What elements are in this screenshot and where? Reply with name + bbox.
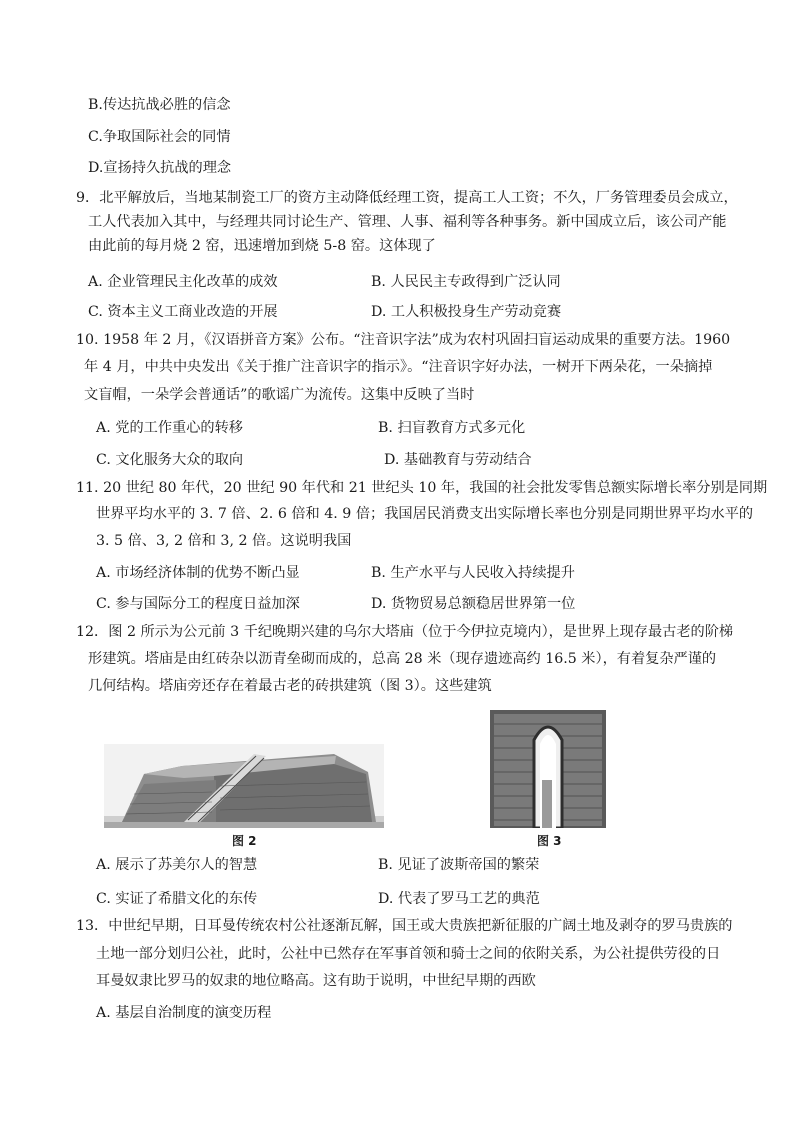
q11-option-c: C. 参与国际分工的程度日益加深	[96, 596, 300, 612]
q10-option-a: A. 党的工作重心的转移	[96, 420, 243, 436]
q9-option-c: C. 资本主义工商业改造的开展	[88, 304, 278, 320]
q11-stem-line3: 3. 5 倍、3, 2 倍和 3, 2 倍。这说明我国	[96, 533, 352, 549]
q13-stem-line2: 土地一部分划归公社，此时，公社中已然存在军事首领和骑士之间的依附关系，为公社提供劳役的日	[96, 946, 721, 962]
q10-option-d: D. 基础教育与劳动结合	[384, 452, 532, 468]
q8-option-b: B.传达抗战必胜的信念	[88, 97, 231, 113]
q12-stem-line1: 12．图 2 所示为公元前 3 千纪晚期兴建的乌尔大塔庙（位于今伊拉克境内），是世界上现存最古老的阶梯	[76, 624, 734, 640]
figure-3-caption: 图 3	[537, 834, 562, 848]
q10-stem-line2: 年 4 月，中共中央发出《关于推广注音识字的指示》。“注音识字好办法，一树开下两朵花，一朵摘掉	[84, 359, 713, 375]
q10-option-b: B. 扫盲教育方式多元化	[378, 420, 526, 436]
q12-stem-line2: 形建筑。塔庙是由红砖杂以沥青垒砌而成的，总高 28 米（现存遗迹高约 16.5 米），有着复杂严谨的	[88, 651, 717, 667]
q10-stem-line3: 文盲帽，一朵学会普通话”的歌谣广为流传。这集中反映了当时	[84, 387, 475, 403]
q8-option-c: C.争取国际社会的同情	[88, 129, 231, 145]
q11-option-b: B. 生产水平与人民收入持续提升	[371, 565, 575, 581]
brick-arch-photo	[490, 710, 606, 828]
q12-option-d: D. 代表了罗马工艺的典范	[378, 891, 540, 907]
ziggurat-photo	[104, 744, 384, 828]
q11-stem-line1: 11. 20 世纪 80 年代，20 世纪 90 年代和 21 世纪头 10 年，我国的社会批发零售总额实际增长率分别是同期	[76, 480, 768, 496]
figure-2-caption: 图 2	[232, 834, 257, 848]
q12-option-b: B. 见证了波斯帝国的繁荣	[378, 857, 540, 873]
q13-option-a: A. 基层自治制度的演变历程	[96, 1005, 272, 1021]
q11-stem-line2: 世界平均水平的 3. 7 倍、2. 6 倍和 4. 9 倍；我国居民消费支出实际增长率也分别是同期世界平均水平的	[96, 506, 754, 522]
q12-option-c: C. 实证了希腊文化的东传	[96, 891, 258, 907]
q12-option-a: A. 展示了苏美尔人的智慧	[96, 857, 258, 873]
q9-option-b: B. 人民民主专政得到广泛认同	[371, 274, 561, 290]
q13-stem-line1: 13．中世纪早期，日耳曼传统农村公社逐渐瓦解，国王或大贵族把新征服的广阔土地及剥夺的罗马贵族的	[76, 918, 733, 934]
q11-option-d: D. 货物贸易总额稳居世界第一位	[371, 596, 576, 612]
q10-option-c: C. 文化服务大众的取向	[96, 452, 244, 468]
q9-stem-line3: 由此前的每月烧 2 窑，迅速增加到烧 5-8 窑。这体现了	[88, 238, 436, 254]
q11-option-a: A. 市场经济体制的优势不断凸显	[96, 565, 300, 581]
q13-stem-line3: 耳曼奴隶比罗马的奴隶的地位略高。这有助于说明，中世纪早期的西欧	[96, 973, 536, 989]
q9-option-a: A. 企业管理民主化改革的成效	[88, 274, 278, 290]
q9-stem-line2: 工人代表加入其中，与经理共同讨论生产、管理、人事、福利等各种事务。新中国成立后，该公司产能	[88, 214, 727, 230]
q10-stem-line1: 10. 1958 年 2 月，《汉语拼音方案》公布。“注音识字法”成为农村巩固扫盲运动成果的重要方法。1960	[76, 332, 731, 348]
q8-option-d: D.宣扬持久抗战的理念	[88, 160, 232, 176]
q9-stem-line1: 9．北平解放后，当地某制瓷工厂的资方主动降低经理工资，提高工人工资；不久，厂务管理委员会成立，	[76, 190, 738, 206]
q9-option-d: D. 工人积极投身生产劳动竞赛	[371, 304, 562, 320]
q12-stem-line3: 几何结构。塔庙旁还存在着最古老的砖拱建筑（图 3）。这些建筑	[88, 678, 492, 694]
